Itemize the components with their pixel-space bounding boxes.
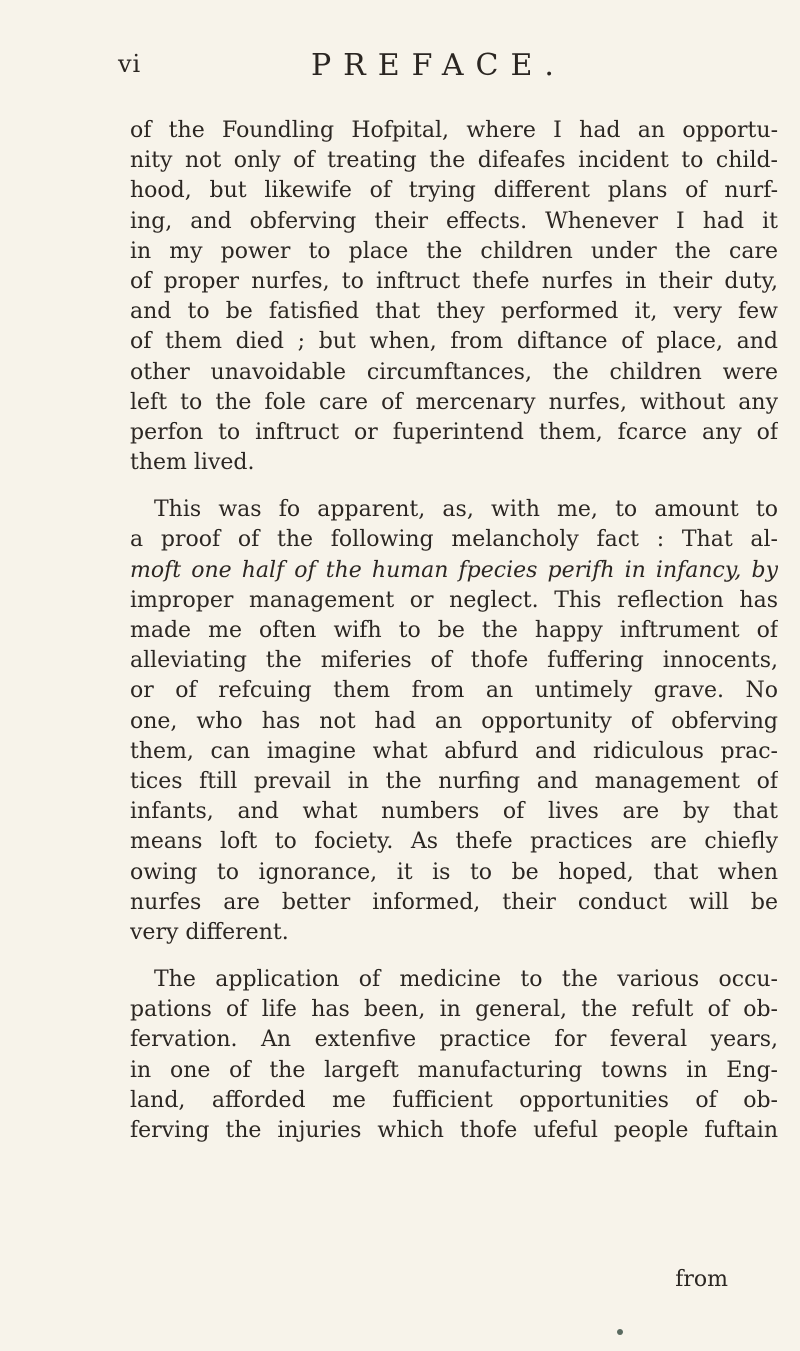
text-line: other unavoidable circumftances, the children were [130, 359, 778, 385]
catchword: from [675, 1267, 728, 1292]
text-line: or of refcuing them from an untimely grave. No [130, 678, 778, 704]
text-line: in one of the largeft manufacturing towns in Eng- [130, 1057, 778, 1083]
text-line: very different. [130, 919, 289, 945]
body-text [130, 116, 778, 1146]
text-line: of them died ; but when, from diftance of place, and [130, 329, 778, 355]
paragraph-2 [130, 495, 778, 948]
text-line: of the Foundling Hofpital, where I had an opportu- [130, 118, 778, 143]
text-line: a proof of the following melancholy fact : That al- [130, 527, 778, 553]
text-line: ferving the injuries which thofe ufeful people fuftain [130, 1118, 778, 1143]
text-line: land, afforded me fufficient opportunities of ob- [130, 1087, 778, 1113]
text-line: tices ftill prevail in the nurfing and management of [130, 768, 778, 794]
text-line: left to the fole care of mercenary nurfes, without any [130, 389, 778, 415]
text-line: nurfes are better informed, their conduct will be [130, 889, 778, 915]
page-header [118, 50, 710, 90]
text-line: them, can imagine what abfurd and ridiculous prac- [130, 738, 778, 764]
text-line: in my power to place the children under the care [130, 238, 778, 264]
text-line: infants, and what numbers of lives are by that [130, 799, 778, 825]
paragraph-3 [130, 965, 778, 1146]
text-line: of proper nurfes, to inftruct thefe nurfes in their duty, [130, 268, 778, 294]
text-line: one, who has not had an opportunity of obferving [130, 708, 778, 734]
text-line: and to be fatisfied that they performed it, very few [130, 299, 778, 325]
text-line: owing to ignorance, it is to be hoped, that when [130, 859, 778, 885]
text-line: moft one half of the human fpecies perifh in infancy, by [130, 557, 778, 583]
text-line: nity not only of treating the difeafes incident to child- [130, 148, 778, 174]
text-line: hood, but likewife of trying different plans of nurf- [130, 178, 778, 204]
text-line: ing, and obferving their effects. Whenever I had it [130, 208, 778, 234]
text-line: pations of life has been, in general, the refult of ob- [130, 997, 778, 1023]
paragraph-1 [130, 116, 778, 478]
text-line: perfon to inftruct or fuperintend them, fcarce any of [130, 419, 778, 445]
ink-spot [617, 1329, 623, 1335]
text-line: The application of medicine to the various occu- [154, 967, 778, 993]
text-line: them lived. [130, 450, 255, 476]
page-number: vi [118, 50, 142, 78]
running-head: PREFACE. [311, 48, 566, 83]
text-line: means loft to fociety. As thefe practices are chiefly [130, 829, 778, 855]
text-line: fervation. An extenfive practice for feveral years, [130, 1027, 778, 1053]
text-line: made me often wifh to be the happy inftrument of [130, 618, 778, 643]
text-line: alleviating the miferies of thofe fuffering innocents, [130, 648, 778, 674]
text-line: improper management or neglect. This reflection has [130, 587, 778, 613]
text-line: This was fo apparent, as, with me, to amount to [154, 497, 778, 523]
